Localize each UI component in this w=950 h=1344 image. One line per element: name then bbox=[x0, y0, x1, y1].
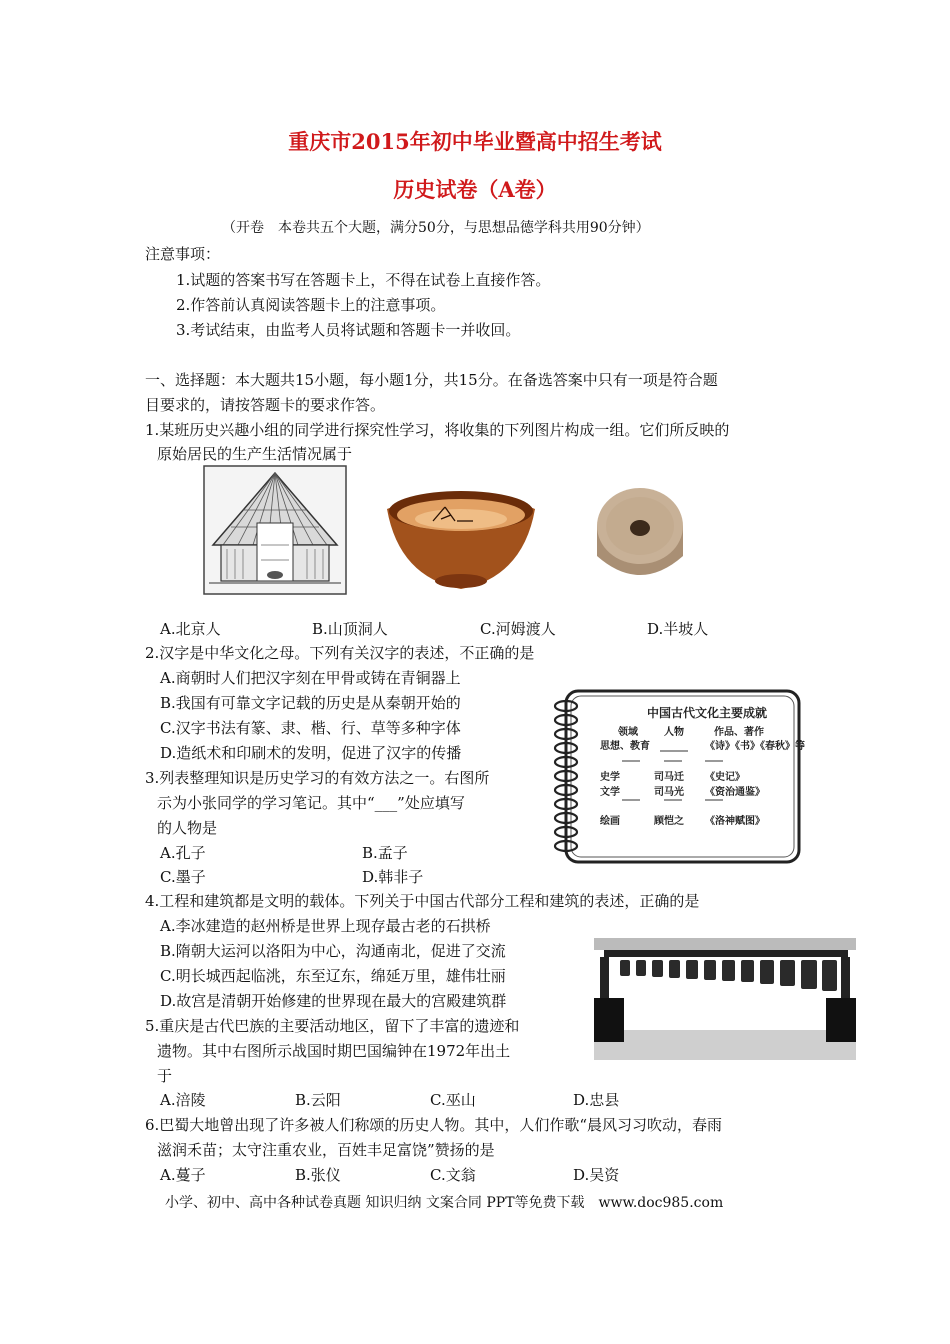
option: D.造纸术和印刷术的发明，促进了汉字的传播 bbox=[160, 744, 462, 762]
option: A.孔子 bbox=[160, 844, 206, 862]
section-heading: 一、选择题：本大题共15小题，每小题1分，共15分。在备选答案中只有一项是符合题 bbox=[145, 371, 718, 389]
notice-item: 3.考试结束，由监考人员将试题和答题卡一并收回。 bbox=[176, 321, 521, 339]
chime-bells-image bbox=[594, 938, 856, 1060]
option: B.山顶洞人 bbox=[312, 620, 388, 638]
option: B.云阳 bbox=[295, 1091, 341, 1109]
notice-item: 1.试题的答案书写在答题卡上，不得在试卷上直接作答。 bbox=[176, 271, 551, 289]
stone-spindle-whorl bbox=[593, 482, 687, 594]
hut-illustration bbox=[203, 465, 347, 595]
option: D.故宫是清朝开始修建的世界现在最大的宫殿建筑群 bbox=[160, 992, 507, 1010]
option: B.我国有可靠文字记载的历史是从秦朝开始的 bbox=[160, 694, 461, 712]
notebook-cell: 文学 bbox=[600, 787, 620, 798]
option: A.商朝时人们把汉字刻在甲骨或铸在青铜器上 bbox=[160, 669, 461, 687]
notebook-cell: 绘画 bbox=[600, 816, 620, 827]
question-4-stem: 4.工程和建筑都是文明的载体。下列关于中国古代部分工程和建筑的表述，正确的是 bbox=[145, 892, 700, 910]
notebook-header: 人物 bbox=[664, 727, 684, 738]
question-3-stem-cont: 示为小张同学的学习笔记。其中“___”处应填写 bbox=[157, 794, 465, 812]
notebook-header: 作品、著作 bbox=[714, 727, 764, 738]
option: C.墨子 bbox=[160, 868, 206, 886]
option: C.汉字书法有篆、隶、楷、行、草等多种字体 bbox=[160, 719, 461, 737]
option: C.明长城西起临洮，东至辽东，绵延万里，雄伟壮丽 bbox=[160, 967, 506, 985]
option: C.河姆渡人 bbox=[480, 620, 556, 638]
question-5-stem-cont: 于 bbox=[157, 1067, 173, 1085]
exam-subtitle: 历史试卷（A卷） bbox=[393, 177, 557, 202]
notebook-cell: 思想、教育 bbox=[600, 741, 650, 752]
option: D.吴资 bbox=[573, 1166, 620, 1184]
question-6-stem-cont: 滋润禾苗；太守注重农业，百姓丰足富饶”赞扬的是 bbox=[157, 1141, 495, 1159]
section-heading-cont: 目要求的，请按答题卡的要求作答。 bbox=[145, 396, 386, 414]
question-3-stem-cont: 的人物是 bbox=[157, 819, 218, 837]
option: D.半坡人 bbox=[647, 620, 709, 638]
option: B.隋朝大运河以洛阳为中心，沟通南北，促进了交流 bbox=[160, 942, 506, 960]
notebook-cell: 《资治通鉴》 bbox=[705, 787, 765, 798]
question-1-stem-cont: 原始居民的生产生活情况属于 bbox=[157, 445, 353, 463]
notebook-title: 中国古代文化主要成就 bbox=[647, 706, 768, 720]
study-notebook bbox=[550, 688, 804, 868]
notebook-cell: 《史记》 bbox=[705, 772, 745, 783]
chime-bells-icon bbox=[594, 938, 856, 1060]
question-6-stem: 6.巴蜀大地曾出现了许多被人们称颂的历史人物。其中，人们作歌“晨风习习吹动，春雨 bbox=[145, 1116, 722, 1134]
notebook-header: 领域 bbox=[618, 727, 638, 738]
option: B.孟子 bbox=[362, 844, 408, 862]
notebook-cell: 司马迁 bbox=[654, 772, 684, 783]
exam-note: （开卷 本卷共五个大题，满分50分，与思想品德学科共用90分钟） bbox=[222, 220, 650, 236]
notebook-cell: 《诗》《书》《春秋》等 bbox=[705, 741, 805, 752]
notebook-cell: 顾恺之 bbox=[654, 816, 684, 827]
notice-item: 2.作答前认真阅读答题卡上的注意事项。 bbox=[176, 296, 446, 314]
question-5-stem: 5.重庆是古代巴族的主要活动地区，留下了丰富的遗迹和 bbox=[145, 1017, 520, 1035]
notebook-cell: 《洛神赋图》 bbox=[705, 816, 765, 827]
option: C.巫山 bbox=[430, 1091, 476, 1109]
painted-pottery-bowl bbox=[383, 485, 539, 595]
option: D.忠县 bbox=[573, 1091, 620, 1109]
option: A.北京人 bbox=[160, 620, 221, 638]
option: C.文翁 bbox=[430, 1166, 476, 1184]
notebook-cell: 史学 bbox=[600, 772, 620, 783]
question-1-stem: 1.某班历史兴趣小组的同学进行探究性学习，将收集的下列图片构成一组。它们所反映的 bbox=[145, 421, 730, 439]
exam-title: 重庆市2015年初中毕业暨高中招生考试 bbox=[288, 129, 662, 154]
question-5-stem-cont: 遗物。其中右图所示战国时期巴国编钟在1972年出土 bbox=[157, 1042, 511, 1060]
notebook-cell: 司马光 bbox=[654, 787, 684, 798]
question-3-stem: 3.列表整理知识是历史学习的有效方法之一。右图所 bbox=[145, 769, 490, 787]
option: D.韩非子 bbox=[362, 868, 424, 886]
question-2-stem: 2.汉字是中华文化之母。下列有关汉字的表述，不正确的是 bbox=[145, 644, 535, 662]
footer-text: 小学、初中、高中各种试卷真题 知识归纳 文案合同 PPT等免费下载 www.doc985.com bbox=[165, 1195, 724, 1211]
option: A.涪陵 bbox=[160, 1091, 206, 1109]
option: A.蔓子 bbox=[160, 1166, 206, 1184]
option: A.李冰建造的赵州桥是世界上现存最古老的石拱桥 bbox=[160, 917, 491, 935]
notice-heading: 注意事项： bbox=[145, 245, 221, 263]
option: B.张仪 bbox=[295, 1166, 341, 1184]
